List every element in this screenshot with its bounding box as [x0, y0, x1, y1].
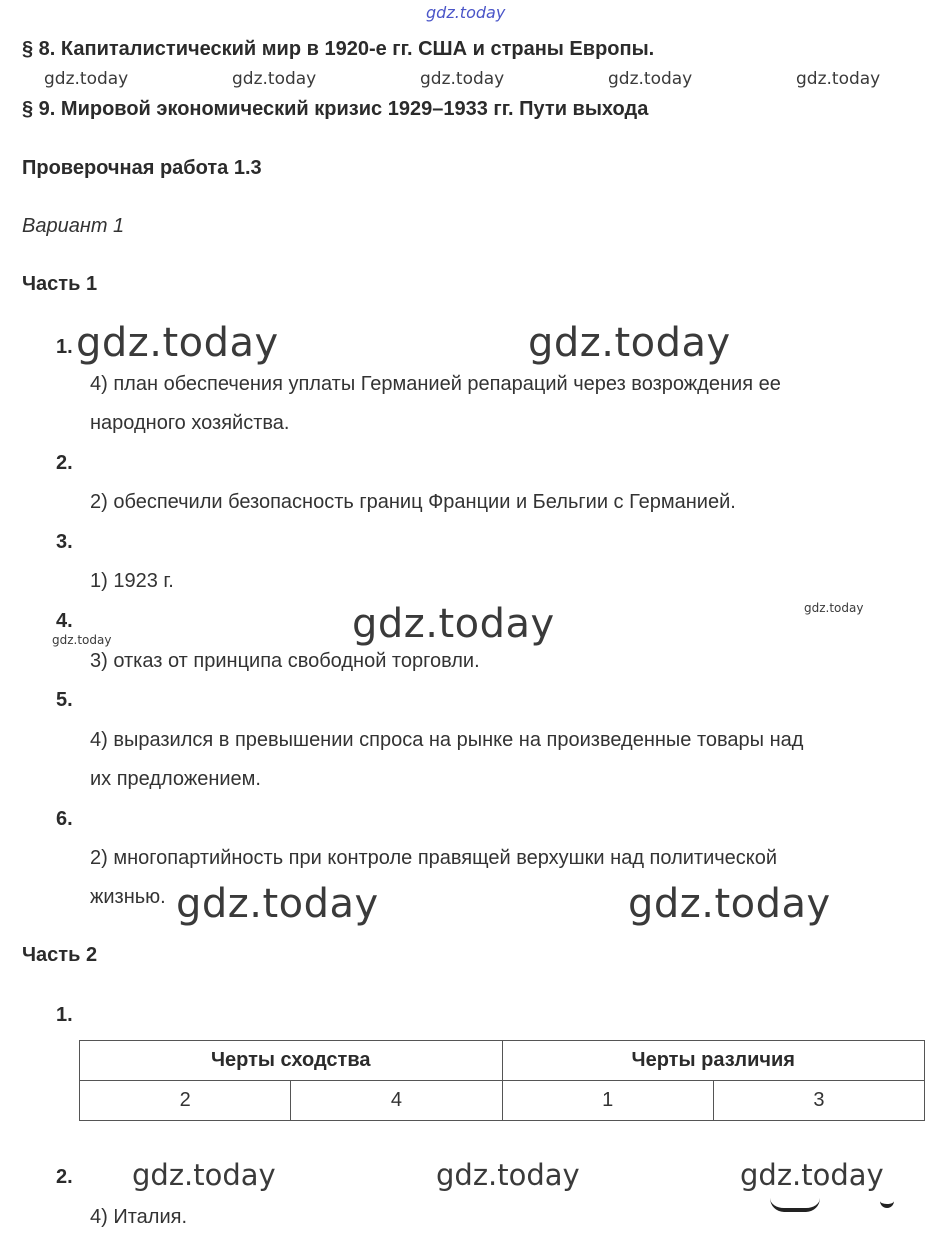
watermark-top: gdz.today [426, 3, 506, 22]
table-cell: 4 [291, 1081, 502, 1121]
answer-line: 2) многопартийность при контроле правящей верхушки над политической [90, 847, 778, 869]
question-number: 6. [56, 808, 73, 830]
table-header-row [80, 1041, 925, 1081]
watermark-large: gdz.today [528, 320, 731, 366]
answer-line: 4) план обеспечения уплаты Германией репараций через возрождения ее [90, 373, 781, 395]
section-9-heading: § 9. Мировой экономический кризис 1929–1933 гг. Пути выхода [22, 98, 649, 120]
watermark-large: gdz.today [76, 320, 279, 366]
watermark-row-5: gdz.today [796, 69, 881, 89]
answer-line: 1) 1923 г. [90, 570, 174, 592]
question-number: 1. [56, 336, 73, 358]
test-title: Проверочная работа 1.3 [22, 157, 262, 179]
answer-line: 4) Италия. [90, 1206, 188, 1228]
question-number: 1. [56, 1004, 73, 1026]
answer-line: их предложением. [90, 768, 261, 790]
variant-label: Вариант 1 [22, 215, 125, 237]
watermark-large: gdz.today [628, 881, 831, 927]
watermark-row-4: gdz.today [608, 69, 693, 89]
watermark-medium: gdz.today [740, 1158, 884, 1192]
answer-line: народного хозяйства. [90, 412, 290, 434]
question-number: 3. [56, 531, 73, 553]
watermark-row-2: gdz.today [232, 69, 317, 89]
watermark-large: gdz.today [176, 881, 379, 927]
table-cell: 3 [713, 1081, 924, 1121]
table-cell: 2 [80, 1081, 291, 1121]
watermark-medium: gdz.today [436, 1158, 580, 1192]
answer-line: жизнью. [90, 886, 166, 908]
question-number: 2. [56, 1166, 73, 1188]
watermark-row-3: gdz.today [420, 69, 505, 89]
table-row [80, 1081, 925, 1121]
question-number: 5. [56, 689, 73, 711]
answer-line: 3) отказ от принципа свободной торговли. [90, 650, 480, 672]
table-cell: 1 [502, 1081, 713, 1121]
part-2-heading: Часть 2 [22, 944, 98, 966]
question-number: 2. [56, 452, 73, 474]
watermark-smile-decoration [880, 1196, 894, 1208]
part-1-heading: Часть 1 [22, 273, 98, 295]
answer-line: 4) выразился в превышении спроса на рынке на произведенные товары над [90, 729, 804, 751]
table-header-similarities: Черты сходства [80, 1041, 503, 1081]
watermark-small: gdz.today [52, 633, 112, 647]
comparison-table [79, 1040, 925, 1121]
watermark-row-1: gdz.today [44, 69, 129, 89]
question-number: 4. [56, 610, 73, 632]
watermark-medium: gdz.today [132, 1158, 276, 1192]
table-header-differences: Черты различия [502, 1041, 925, 1081]
section-8-heading: § 8. Капиталистический мир в 1920-е гг. США и страны Европы. [22, 38, 655, 60]
watermark-large: gdz.today [352, 601, 555, 647]
answer-line: 2) обеспечили безопасность границ Франции и Бельгии с Германией. [90, 491, 736, 513]
watermark-small: gdz.today [804, 601, 864, 615]
watermark-smile-decoration [770, 1198, 820, 1212]
